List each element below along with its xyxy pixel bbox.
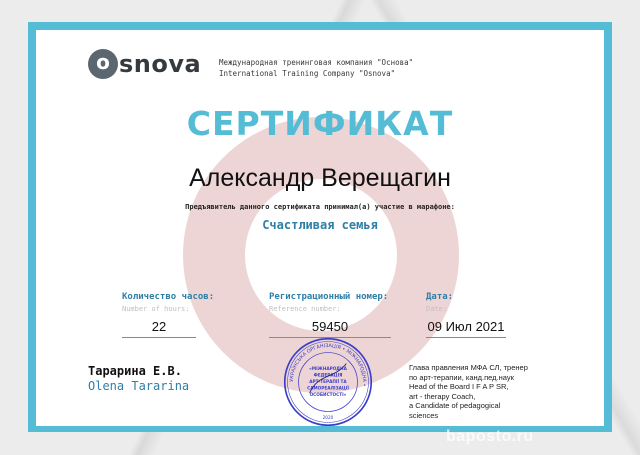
date-label: Дата: [426,292,454,302]
position-line: по арт-терапии, канд.пед.наук [409,372,514,382]
site-watermark: baposto.ru [446,428,534,445]
company-name [219,57,413,79]
position-line: Head of the Board I F A P SR, [409,382,509,391]
logo-o-mark: o [88,49,118,79]
osnova-logo [88,46,201,82]
holder-statement: Предъявитель данного сертификата принимал(а) участие в марафоне: [185,203,455,211]
organization-stamp [282,336,374,426]
signer-position [409,363,589,420]
stamp-ring-text: УКРАЇНСЬКА ОРГАНІЗАЦІЯ • МІЖНАРОДНА • [289,343,367,387]
company-name-ru: Международная тренинговая компания "Основа" [219,58,414,67]
stamp-center-line-5: ОСОБИСТОСТІ» [309,391,347,397]
certificate-title: СЕРТИФИКАТ [186,104,454,143]
hours-label: Количество часов: [122,292,215,302]
reg-number-label: Регистрационный номер: [269,292,389,302]
marathon-name: Счастливая семья [262,218,378,232]
recipient-name: Александр Верещагин [189,164,451,192]
hours-value: 22 [151,319,167,334]
position-line: sciences [409,410,439,420]
signer-name-ru: Тарарина Е.В. [88,364,182,378]
reg-number-sublabel: Reference number: [269,305,341,313]
reg-number-value: 59450 [311,319,349,334]
stamp-center-line-4: САМОРЕАЛІЗАЦІЇ [307,385,349,391]
date-value: 09 Июл 2021 [427,319,505,334]
date-underline [426,337,506,338]
stamp-center-line-3: АРТ-ТЕРАПІЇ ТА [309,378,347,384]
signer-name-en: Olena Tararina [88,379,190,393]
stamp-center-line-1: «МІЖНАРОДНА [309,366,347,372]
date-sublabel: Date: [426,305,448,313]
position-line: art - therapy Coach, [409,391,476,401]
stamp-code: 2020 [322,414,334,420]
hours-underline [122,337,196,338]
position-line: Глава правления МФА СЛ, тренер [409,363,528,372]
hours-sublabel: Number of hours: [122,305,190,313]
position-line: a Candidate of pedagogical [409,401,501,410]
logo-text: snova [119,50,202,78]
company-name-en: International Training Company "Osnova" [219,69,396,78]
certificate-sheet [36,30,604,426]
stamp-center-line-2: ФЕДЕРАЦІЯ [313,372,343,378]
